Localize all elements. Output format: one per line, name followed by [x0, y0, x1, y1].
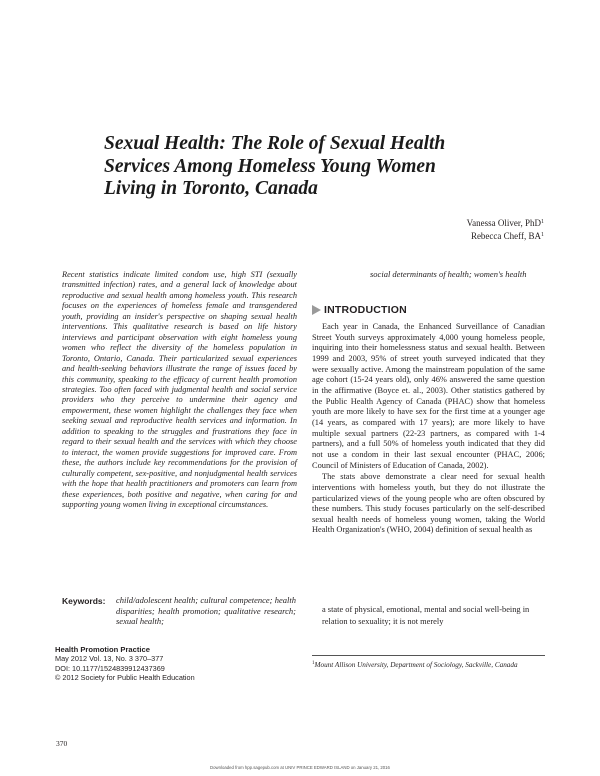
- keywords-label: Keywords:: [62, 596, 106, 606]
- introduction-paragraph-1: Each year in Canada, the Enhanced Surveillance of Canadian Street Youth surveys approximately 4,000 young homeless people, inquiring into their homelessness status and sexual health. Between 1999 and 2003, 95% of street youth surveyed indicated that they were sexually active. Among the mainstream population of the same age cohort (15-24 years old), only 46% answered the same question in the affirmative (Boyce et. al., 2003). Other statistics gathered by the Public Health Agency of Canada (PHAC) show that homeless youth are more likely to have sex for the first time at a younger age (14 years, as compared with 17 years); are more likely to have multiple sexual partners (22-23 partners, as compared with 1-4 partners), and a full 50% of homeless youth indicated that they did not use a condom in their last sexual encounter (PHAC, 2006; Council of Ministers of Education of Canada, 2002).: [312, 322, 545, 470]
- block-quote: a state of physical, emotional, mental and social well-being in relation to sexuality; it is not merely: [322, 605, 530, 626]
- author-2-affiliation-marker: 1: [541, 231, 544, 238]
- journal-info: [55, 645, 195, 683]
- author-1: Vanessa Oliver, PhD$^1$: [466, 218, 544, 228]
- journal-copyright: © 2012 Society for Public Health Education: [55, 673, 195, 683]
- keywords-text: child/adolescent health; cultural competence; health disparities; health promotion; qualitative research; sexual health;: [116, 595, 296, 626]
- keywords-continued: social determinants of health; women's health: [370, 269, 527, 279]
- page-number: 370: [56, 739, 68, 748]
- affiliation-footnote: $^1$Mount Allison University, Department of Sociology, Sackville, Canada: [312, 661, 518, 669]
- abstract: Recent statistics indicate limited condom use, high STI (sexually transmitted infection) rates, and a general lack of knowledge about reproductive and sexual health among homeless youth. This research focuses on the experiences of homeless female and transgendered youth, providing an insider's perspective on shaping sexual health interventions. This qualitative research is based on life history interviews and participant observation with eight homeless young women who reflect the diversity of the homeless population in Toronto, Ontario, Canada. Their particularized sexual experiences and health-seeking behaviors illustrate the range of issues faced by this community, speaking to the efficacy of current health promotion strategies. Too often faced with judgmental health and social service providers who they perceive to undermine their agency and empowerment, these women highlight the challenges they face when seeking sexual and reproductive health services and information. In addition to speaking to the struggles and frustrations they face in regard to their sexual health and the services with which they choose to interact, the women provide suggestions for improved care. From these, the authors include key recommendations for the provision of culturally competent, sex-positive, and nonjudgmental health services with the hope that health practitioners and promoters can learn from these experiences, both positive and negative, when caring for and supporting young women living in exceptional circumstances.: [62, 270, 297, 509]
- journal-name: Health Promotion Practice: [55, 645, 150, 654]
- journal-doi: DOI: 10.1177/1524839912437369: [55, 663, 165, 673]
- author-2: Rebecca Cheff, $BA^1$: [470, 230, 544, 241]
- author-list: [467, 217, 544, 242]
- introduction-body: [312, 322, 545, 536]
- footnote-divider: [312, 655, 545, 656]
- journal-issue: May 2012 Vol. 13, No. 3 370–377: [55, 654, 164, 664]
- article-title: Sexual Health: The Role of Sexual Health Services Among Homeless Young Women Living in Toronto, Canada: [104, 133, 446, 199]
- author-1-affiliation-marker: 1: [541, 219, 544, 225]
- download-note: Downloaded from hpp.sagepub.com at UNIV PRINCE EDWARD ISLAND on January 21, 2016: [210, 765, 390, 770]
- introduction-paragraph-2: The stats above demonstrate a clear need for sexual health interventions with homeless youth, but they do not illustrate the particularized views of the young people who are often obscured by these numbers. This study focuses particularly on the self-described sexual health needs of homeless young women, taking the World Health Organization's (WHO, 2004) definition of sexual health as: [312, 472, 545, 535]
- section-heading-introduction: INTRODUCTION: [324, 304, 407, 316]
